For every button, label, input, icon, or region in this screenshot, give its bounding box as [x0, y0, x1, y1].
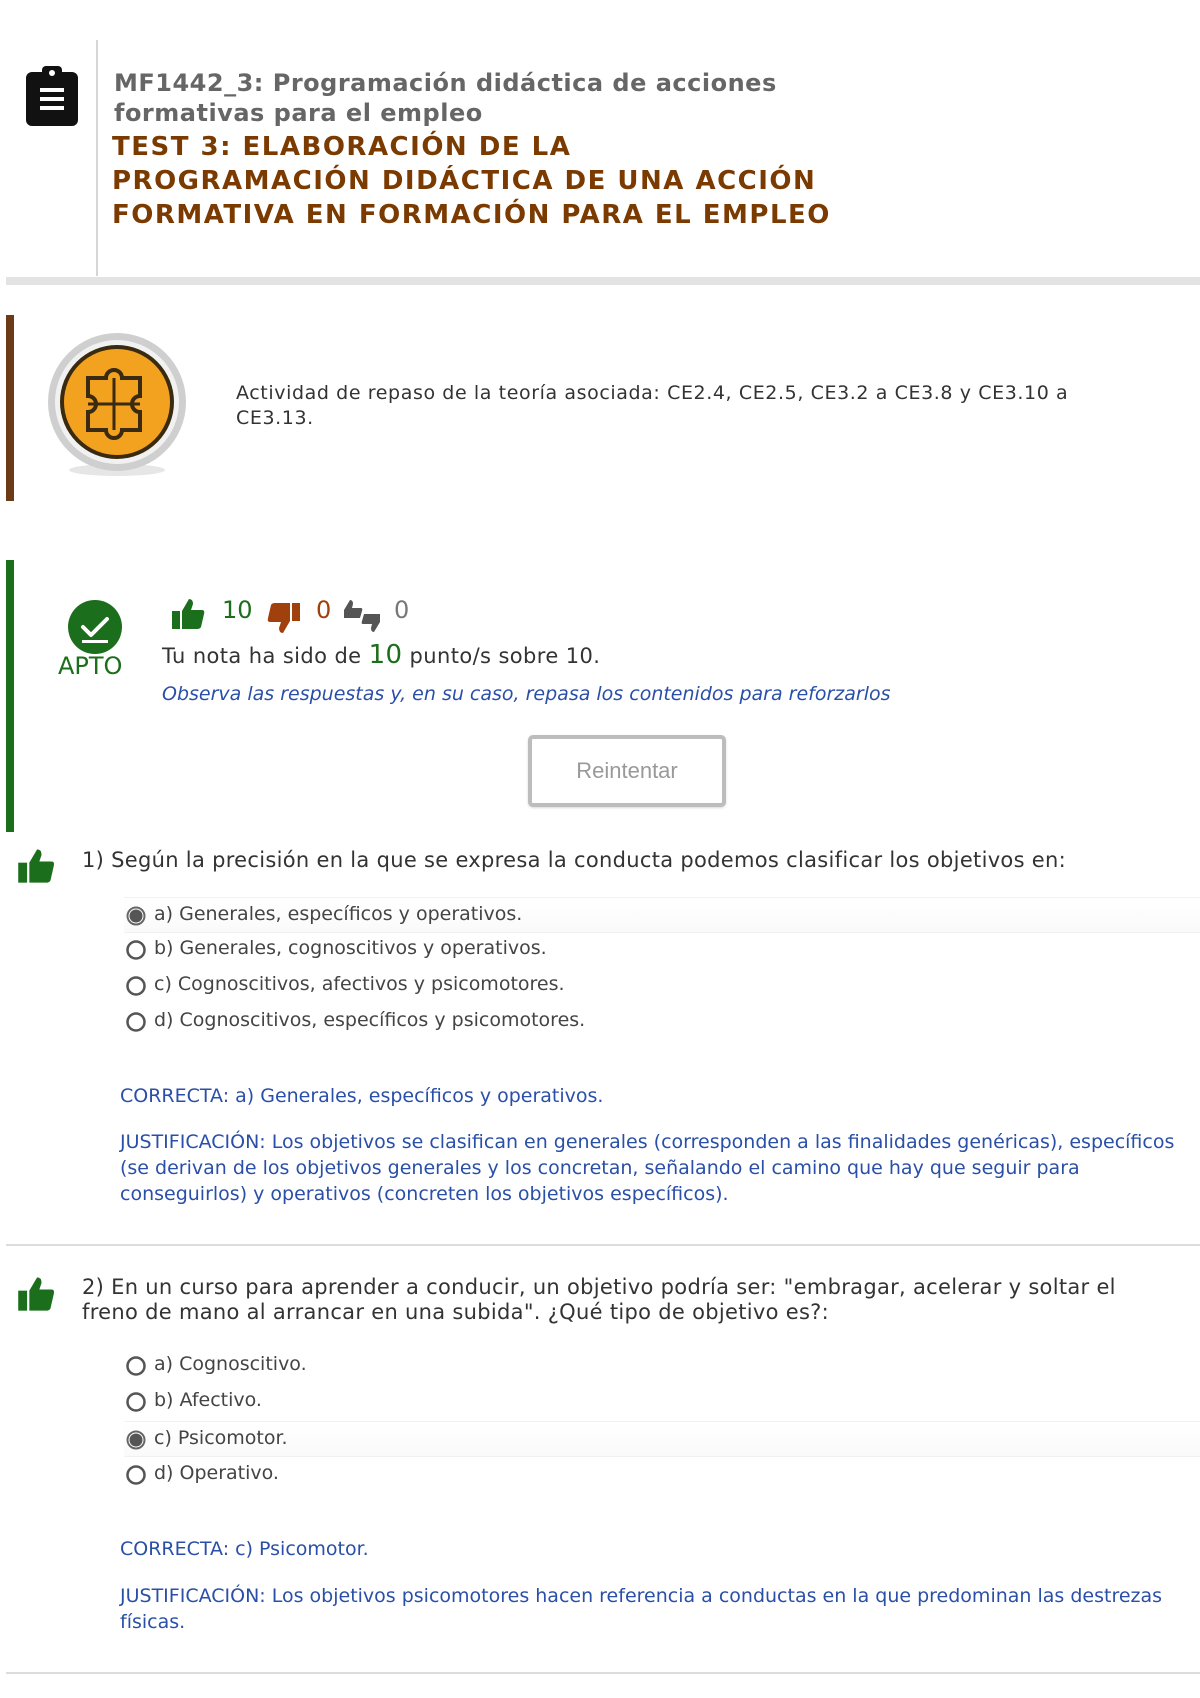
thumbs-down-icon: [266, 600, 302, 636]
question-text: 2) En un curso para aprender a conducir, un objetivo podría ser: "embragar, acelerar y soltar el freno de mano al arrancar en una subida". ¿Qué tipo de objetivo es?:: [82, 1275, 1116, 1324]
question-separator: [6, 1672, 1200, 1674]
correct-answer: CORRECTA: a) Generales, específicos y operativos.: [120, 1085, 604, 1107]
question-separator: [6, 1244, 1200, 1246]
thumbs-up-icon: [16, 1274, 56, 1314]
option-label: a) Cognoscitivo.: [154, 1353, 307, 1375]
option-row[interactable]: [124, 1384, 1200, 1418]
option-row[interactable]: [124, 1457, 1200, 1491]
option-row[interactable]: [124, 1421, 1200, 1457]
radio-icon[interactable]: [126, 1012, 146, 1032]
thumbs-up-icon: [170, 596, 206, 632]
check-circle-icon: [66, 598, 124, 656]
radio-icon[interactable]: [126, 1465, 146, 1485]
retry-button[interactable]: Reintentar: [528, 735, 726, 807]
option-label: a) Generales, específicos y operativos.: [154, 903, 523, 925]
result-accent-bar: [6, 560, 14, 832]
justification: JUSTIFICACIÓN: Los objetivos psicomotores hacen referencia a conductas en la que predominan las destrezas físicas.: [120, 1585, 1163, 1633]
score-prefix: Tu nota ha sido de: [162, 644, 362, 668]
option-label: b) Afectivo.: [154, 1389, 262, 1411]
course-title: MF1442_3: Programación didáctica de acciones formativas para el empleo: [114, 69, 777, 127]
radio-selected-icon[interactable]: [126, 906, 146, 926]
thumbs-neutral-icon: [342, 596, 382, 636]
radio-selected-icon[interactable]: [126, 1430, 146, 1450]
radio-icon[interactable]: [126, 1392, 146, 1412]
status-badge: APTO: [58, 652, 123, 680]
option-label: c) Psicomotor.: [154, 1427, 288, 1449]
option-row[interactable]: [124, 897, 1200, 933]
test-title: TEST 3: ELABORACIÓN DE LA PROGRAMACIÓN DIDÁCTICA DE UNA ACCIÓN FORMATIVA EN FORMACIÓN PARA EL EMPLEO: [112, 132, 831, 230]
option-row[interactable]: [124, 932, 1200, 966]
header-divider: [96, 40, 98, 276]
score-suffix: punto/s sobre 10.: [409, 644, 601, 668]
blank-count: 0: [394, 596, 410, 624]
option-label: d) Operativo.: [154, 1462, 279, 1484]
advice-text: Observa las respuestas y, en su caso, repasa los contenidos para reforzarlos: [162, 683, 891, 705]
radio-icon[interactable]: [126, 940, 146, 960]
header-separator: [6, 277, 1200, 285]
wrong-count: 0: [316, 596, 332, 624]
score-value: 10: [368, 640, 403, 670]
correct-count: 10: [222, 596, 253, 624]
activity-accent-bar: [6, 315, 14, 501]
puzzle-icon: [46, 330, 188, 478]
option-label: b) Generales, cognoscitivos y operativos.: [154, 937, 547, 959]
option-row[interactable]: [124, 1348, 1200, 1382]
radio-icon[interactable]: [126, 1356, 146, 1376]
activity-description: Actividad de repaso de la teoría asociada: CE2.4, CE2.5, CE3.2 a CE3.8 y CE3.10 a CE3.13.: [236, 382, 1069, 429]
option-label: d) Cognoscitivos, específicos y psicomotores.: [154, 1009, 586, 1031]
correct-answer: CORRECTA: c) Psicomotor.: [120, 1538, 369, 1560]
option-row[interactable]: [124, 968, 1200, 1002]
option-row[interactable]: [124, 1004, 1200, 1038]
question-text: 1) Según la precisión en la que se expresa la conducta podemos clasificar los objetivos en:: [82, 848, 1066, 872]
thumbs-up-icon: [16, 846, 56, 886]
score-line: [162, 640, 600, 670]
justification: JUSTIFICACIÓN: Los objetivos se clasifican en generales (corresponden a las finalidades genéricas), específicos (se derivan de los objetivos generales y los concretan, señalando el camino que hay que seguir para conseguirlos) y operativos (concreten los objetivos específicos).: [120, 1131, 1175, 1205]
clipboard-icon: [24, 64, 80, 128]
option-label: c) Cognoscitivos, afectivos y psicomotores.: [154, 973, 565, 995]
radio-icon[interactable]: [126, 976, 146, 996]
